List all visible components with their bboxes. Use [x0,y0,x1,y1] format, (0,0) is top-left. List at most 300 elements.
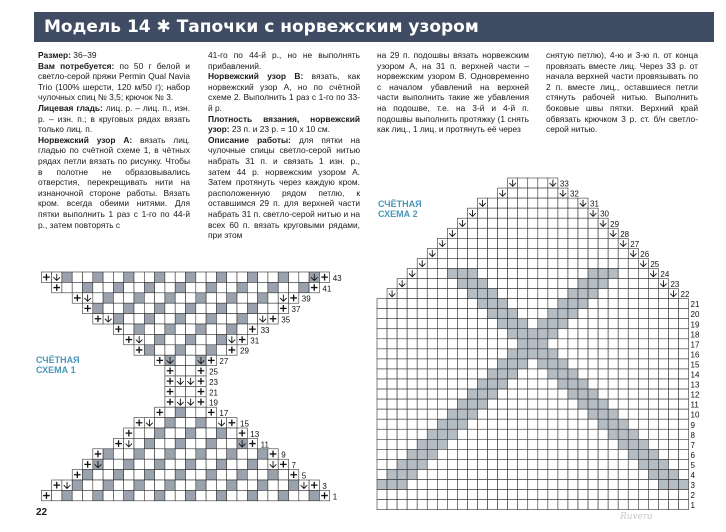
chart-2-cell [457,299,467,309]
chart-2-cell [498,289,508,299]
chart-2-cell [578,429,588,439]
chart-2-cell [467,459,477,469]
chart-2-cell [488,389,498,399]
chart-2-cell [508,419,518,429]
chart-2-cell [648,289,658,299]
chart-2-cell [488,268,498,278]
chart-2-cell [618,319,628,329]
chart-2-cell [628,500,638,510]
chart-2-cell [608,389,618,399]
chart-2-row-label: 10 [690,410,700,420]
chart-2-cell [588,339,598,349]
chart-2-cell [417,319,427,329]
chart-2-cell [558,248,568,258]
chart-2-cell [417,268,427,278]
chart-2-cell [528,329,538,339]
chart-2-cell [608,238,618,248]
chart-2-cell [658,389,668,399]
chart-2-cell [528,268,538,278]
chart-2-cell [478,449,488,459]
chart-2-cell [407,339,417,349]
chart-2-cell [608,359,618,369]
chart-2-cell [377,309,387,319]
chart-2-cell [437,449,447,459]
chart-2-cell [608,419,618,429]
chart-2-cell [588,409,598,419]
chart-2-cell [558,469,568,479]
chart-2-cell [447,359,457,369]
chart-2-cell [648,459,658,469]
chart-2-cell [568,198,578,208]
chart-2-cell [377,429,387,439]
chart-2-cell [508,349,518,359]
chart-2-cell [608,490,618,500]
chart-2-cell [488,480,498,490]
chart-2-cell [437,409,447,419]
chart-2-cell [568,359,578,369]
chart-2-cell [568,419,578,429]
chart-2-cell [578,399,588,409]
chart-2-cell [518,329,528,339]
chart-2-cell [447,500,457,510]
chart-2-cell [488,429,498,439]
chart-2-cell [608,319,618,329]
chart-2-cell [508,319,518,329]
chart-2-cell [528,319,538,329]
chart-2-cell [417,339,427,349]
chart-2-cell [658,439,668,449]
chart-2-cell [508,188,518,198]
chart-2-cell [638,359,648,369]
chart-2-cell [478,258,488,268]
chart-2-cell [558,419,568,429]
chart-2-cell [397,469,407,479]
chart-2-cell [668,419,678,429]
chart-2-cell [467,429,477,439]
chart-2-row-label: 4 [690,471,696,480]
chart-2-cell [508,198,518,208]
chart-2-cell [528,228,538,238]
chart-2-cell [528,480,538,490]
chart-2-cell [518,238,528,248]
chart-2-cell [558,228,568,238]
chart-2-cell [508,258,518,268]
chart-2-cell [558,490,568,500]
chart-2-cell [588,258,598,268]
chart-2-cell [427,449,437,459]
chart-2-cell [598,349,608,359]
chart-2-cell [498,319,508,329]
chart-2-cell [377,480,387,490]
chart-2-cell [427,279,437,289]
chart-2-cell [588,490,598,500]
chart-2-row-label: 26 [640,249,650,259]
chart-2-cell [538,379,548,389]
chart-2-cell [548,208,558,218]
chart-2-cell [518,439,528,449]
chart-2-cell [548,349,558,359]
chart-2-cell [578,248,588,258]
chart-2-cell [598,459,608,469]
chart-2-cell [679,369,689,379]
chart-2-cell [467,228,477,238]
chart-2-cell [478,429,488,439]
chart-2-cell [447,268,457,278]
chart-2-cell [588,279,598,289]
chart-2-cell [427,419,437,429]
chart-2-cell [397,500,407,510]
chart-2-cell [478,359,488,369]
chart-2-cell [679,500,689,510]
chart-2-cell [568,369,578,379]
chart-2-cell [387,429,397,439]
chart-2-cell [478,369,488,379]
chart-2-cell [498,258,508,268]
chart-2-cell [608,299,618,309]
chart-2-cell [427,500,437,510]
chart-2-cell [397,459,407,469]
chart-2-cell [598,258,608,268]
chart-2-cell [457,268,467,278]
chart-2-cell [518,490,528,500]
chart-2-cell [417,439,427,449]
chart-2-cell [648,409,658,419]
chart-2-cell [467,389,477,399]
chart-2-cell [558,329,568,339]
chart-2-cell [618,500,628,510]
chart-2-cell [427,379,437,389]
chart-2-cell [508,490,518,500]
chart-2-cell [679,379,689,389]
chart-2-cell [387,299,397,309]
chart-2-cell [498,379,508,389]
chart-2-row-label: 9 [690,420,696,430]
chart-2-cell [588,228,598,238]
chart-2-cell [648,309,658,319]
chart-2-cell [437,389,447,399]
chart-2-cell [588,369,598,379]
chart-2-cell [578,419,588,429]
chart-2-cell [588,469,598,479]
chart-2-cell [488,329,498,339]
paragraph-label: Лицевая гладь: [38,102,103,113]
chart-2-cell [437,419,447,429]
chart-2-cell [508,309,518,319]
chart-2-row-label: 27 [630,239,640,249]
chart-2-cell [538,349,548,359]
chart-2-cell [528,409,538,419]
chart-2-cell [668,329,678,339]
chart-2-cell [407,359,417,369]
chart-2-cell [478,238,488,248]
chart-2-cell [608,258,618,268]
chart-2-cell [558,429,568,439]
chart-2-cell [608,399,618,409]
chart-2-cell [528,238,538,248]
chart-2-cell [508,389,518,399]
chart-2-cell [538,409,548,419]
chart-2-cell [588,419,598,429]
chart-2-cell [638,429,648,439]
chart-2-cell [437,248,447,258]
chart-2-cell [518,500,528,510]
chart-2-cell [387,369,397,379]
chart-2-cell [488,258,498,268]
chart-2-cell [478,379,488,389]
chart-2-cell [679,389,689,399]
chart-2-cell [668,449,678,459]
chart-2-cell [498,399,508,409]
chart-2-cell [518,279,528,289]
chart-2-cell [437,500,447,510]
chart-2-cell [437,469,447,479]
chart-2-cell [598,399,608,409]
chart-2-cell [668,490,678,500]
chart-2-cell [628,339,638,349]
chart-2-cell [608,429,618,439]
chart-2-cell [417,399,427,409]
chart-2-cell [508,449,518,459]
chart-2-cell [407,309,417,319]
chart-2-cell [548,188,558,198]
chart-2-row-label: 2 [690,491,696,501]
chart-2-cell [679,469,689,479]
chart-2-cell [447,469,457,479]
chart-2-cell [387,419,397,429]
chart-2-cell [628,449,638,459]
chart-2-cell [548,238,558,248]
chart-2-cell [457,359,467,369]
chart-2-row-label: 15 [690,360,700,370]
chart-2-cell [578,490,588,500]
chart-2-cell [628,299,638,309]
chart-2-cell [548,449,558,459]
chart-2-cell [478,279,488,289]
chart-2-cell [457,289,467,299]
chart-2-cell [538,299,548,309]
chart-2-cell [387,409,397,419]
chart-2-cell [518,429,528,439]
chart-2-cell [407,429,417,439]
chart-2-row-label: 17 [690,340,700,350]
chart-2-cell [638,379,648,389]
chart-2-cell [498,268,508,278]
chart-2-cell [457,319,467,329]
chart-2-cell [578,439,588,449]
chart-2-cell [437,399,447,409]
chart-2-cell [668,389,678,399]
paragraph-label: Размер: [38,50,71,60]
chart-2-cell [447,490,457,500]
chart-2-cell [417,379,427,389]
chart-2-cell [478,419,488,429]
chart-2-cell [437,329,447,339]
chart-2-cell [638,449,648,459]
chart-2-cell [498,389,508,399]
chart-2-cell [638,480,648,490]
chart-2-cell [417,480,427,490]
chart-2-cell [648,500,658,510]
chart-2-cell [578,480,588,490]
chart-2-cell [638,369,648,379]
chart-2-row-label: 19 [690,320,700,330]
chart-2-cell [628,329,638,339]
chart-2-row-label: 30 [600,209,610,219]
chart-2-cell [427,469,437,479]
chart-2-cell [568,349,578,359]
chart-2-cell [407,480,417,490]
chart-2-cell [618,490,628,500]
chart-2-cell [508,289,518,299]
chart-2-cell [478,268,488,278]
chart-2-cell [679,319,689,329]
chart-2-cell [417,429,427,439]
chart-2-cell [608,339,618,349]
chart-2-cell [528,258,538,268]
chart-2-cell [447,309,457,319]
chart-2-label-line1: СЧЁТНАЯ [378,199,422,209]
chart-1-row-label: 23 [209,377,219,387]
chart-2-cell [598,379,608,389]
chart-2-cell [628,319,638,329]
chart-1-row-label: 21 [209,388,219,398]
chart-2-cell [588,459,598,469]
chart-2-cell [588,289,598,299]
chart-2-cell [648,319,658,329]
chart-2-cell [538,178,548,188]
chart-2-cell [588,500,598,510]
chart-2-cell [578,389,588,399]
chart-2-cell [397,309,407,319]
chart-2-cell [447,369,457,379]
chart-2-cell [387,309,397,319]
chart-2-cell [538,329,548,339]
chart-2-cell [417,299,427,309]
chart-2-cell [488,339,498,349]
chart-2-cell [638,279,648,289]
chart-2-cell [457,309,467,319]
chart-2-cell [679,339,689,349]
chart-2-cell [628,429,638,439]
chart-2-cell [658,329,668,339]
paragraph-label: Описание работы: [208,134,291,145]
chart-2-cell [488,228,498,238]
chart-2-cell [417,309,427,319]
chart-2-cell [467,439,477,449]
chart-2-cell [498,349,508,359]
chart-2-cell [528,309,538,319]
chart-2-cell [457,429,467,439]
chart-2-cell [387,379,397,389]
chart-2-cell [648,469,658,479]
chart-2-cell [548,480,558,490]
chart-2-cell [568,429,578,439]
chart-2-cell [377,349,387,359]
chart-2-cell [498,500,508,510]
chart-2-cell [478,469,488,479]
chart-2-cell [478,309,488,319]
chart-1-row-label: 19 [209,398,219,408]
chart-1-row-label: 29 [240,346,249,356]
chart-2-cell [558,480,568,490]
chart-2-cell [447,349,457,359]
chart-2-cell [618,309,628,319]
chart-2-cell [457,329,467,339]
chart-2-cell [538,289,548,299]
chart-2-cell [518,268,528,278]
chart-2-cell [608,480,618,490]
chart-2-cell [578,218,588,228]
chart-2-cell [558,258,568,268]
chart-2-cell [447,409,457,419]
chart-2-cell [538,469,548,479]
chart-2-cell [618,379,628,389]
chart-2-cell [377,449,387,459]
chart-2-cell [638,329,648,339]
chart-2-cell [488,299,498,309]
chart-2-cell [407,409,417,419]
chart-2-cell [457,349,467,359]
chart-2-cell [437,319,447,329]
chart-2-cell [578,459,588,469]
chart-2-cell [508,480,518,490]
chart-2-cell [608,289,618,299]
chart-2-cell [568,500,578,510]
chart-2-row-label: 5 [690,460,696,470]
chart-2-cell [417,490,427,500]
chart-2-cell [437,258,447,268]
chart-2-cell [548,409,558,419]
chart-2-cell [467,419,477,429]
chart-2-cell [588,359,598,369]
chart-2-cell [508,279,518,289]
chart-2-cell [668,439,678,449]
chart-2-cell [467,329,477,339]
chart-2-cell [457,248,467,258]
chart-2-cell [658,369,668,379]
chart-2-cell [478,409,488,419]
chart-2-cell [488,238,498,248]
chart-2-cell [558,218,568,228]
chart-2-cell [528,500,538,510]
chart-2-cell [648,369,658,379]
chart-2-cell [638,490,648,500]
chart-2-cell [598,409,608,419]
chart-2-cell [618,449,628,459]
chart-2-cell [618,349,628,359]
chart-2-cell [467,359,477,369]
chart-2-cell [518,339,528,349]
chart-2-cell [417,459,427,469]
chart-2-cell [538,419,548,429]
paragraph-text: для пятки на чулочные спицы светло-серой нитью набрать 31 п. и связать 1 изн. р., затем 44 р. норвежским узором А. Затем протянуть через каждую кром. расположенную рядом петлю, к оставшимся 29 п. для верхней части набрать 31 п. светло-серой нитью и на всех 60 п. вязать круговыми рядами, при этом [208,134,360,241]
paragraph-text: 36–39 [70,50,97,60]
chart-2-cell [648,389,658,399]
chart-2-cell [668,309,678,319]
chart-2-cell [618,279,628,289]
chart-2-cell [488,439,498,449]
chart-2-cell [538,500,548,510]
chart-2-cell [518,309,528,319]
paragraph-text: 41-го по 44-й р., но не выполнять прибавлений. [208,50,360,71]
chart-2-cell [518,389,528,399]
chart-2-cell [658,429,668,439]
chart-2-cell [548,379,558,389]
chart-2-cell [568,459,578,469]
chart-2-cell [528,389,538,399]
chart-2-cell [447,419,457,429]
chart-2-cell [679,449,689,459]
